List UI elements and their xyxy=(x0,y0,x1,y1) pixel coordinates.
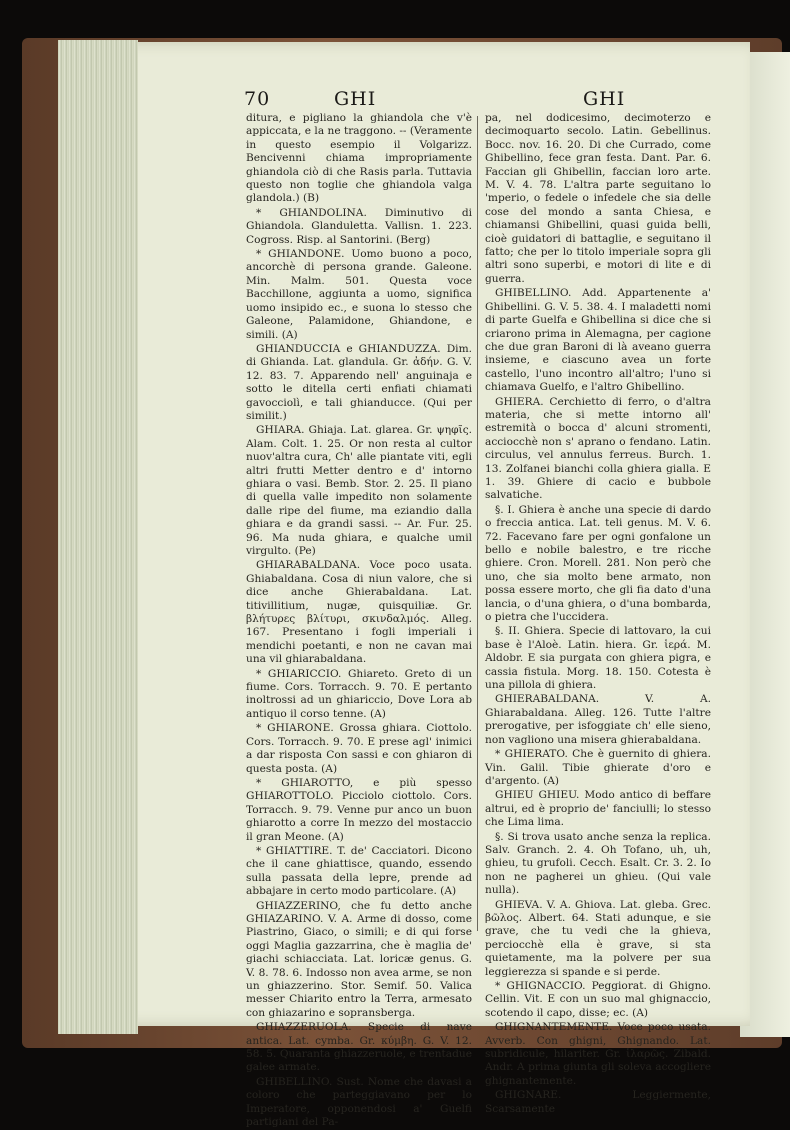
entry-paragraph: ditura, e pigliano la ghiandola che v'è appiccata, e la ne traggono. -- (Veramente in questo esempio il Volgarizz. Bencivenni chiama impropriamente ghiandola ciò di che Rasis parla. Tuttavia questo non toglie che ghiandola valga glandola.) (B) xyxy=(246,112,472,205)
page-number: 70 xyxy=(244,88,271,110)
right-running-head: GHI xyxy=(583,88,626,110)
entry-paragraph: * GHIGNACCIO. Peggiorat. di Ghigno. Cellin. Vit. E con un suo mal ghignaccio, scotendo il capo, disse; ec. (A) xyxy=(485,980,711,1019)
entry-paragraph: §. II. Ghiera. Specie di lattovaro, la cui base è l'Aloè. Latin. hiera. Gr. ἱερά. M. Aldobr. E sia purgata con ghiera pigra, e cassia fistula. Morg. 18. 150. Cotesta è una pillola di ghiera. xyxy=(485,625,711,692)
entry-paragraph: GHIBELLINO. Add. Appartenente a' Ghibellini. G. V. 5. 38. 4. I maladetti nomi di parte Guelfa e Ghibellina si dice che si criarono prima in Alemagna, per cagione che due gran Baroni di là aveano guerra insieme, e ciascuno avea un forte castello, l'uno incontro all'altro; l'uno si chiamava Guelfo, e l'altro Ghibellino. xyxy=(485,287,711,394)
left-running-head: GHI xyxy=(334,88,377,110)
entry-paragraph: pa, nel dodicesimo, decimoterzo e decimoquarto secolo. Latin. Gebellinus. Bocc. nov. 16. 20. Di che Currado, come Ghibellino, fece gran festa. Dant. Par. 6. Faccian gli Ghibellin, faccian loro arte. M. V. 4. 78. L'altra parte seguitano lo 'mperio, o fedele o infedele che sia delle cose del mondo a santa Chiesa, e chiamansi Ghibellini, quasi guida belli, cioè guidatori di battaglie, e seguitano il fatto; che per lo titolo imperiale sopra gli altri sono superbi, e motori di lite e di guerra. xyxy=(485,112,711,285)
entry-paragraph: §. I. Ghiera è anche una specie di dardo o freccia antica. Lat. teli genus. M. V. 6. 72. Facevano fare per ogni gonfalone un bello e nobile balestro, e tre ricche ghiere. Cron. Morell. 281. Non però che uno, che sia molto bene armato, non possa essere morto, che gli fia dato d'una lancia, o d'una ghiera, o d'una bombarda, o pietra che l'uccidera. xyxy=(485,503,711,624)
entry-paragraph: GHIARABALDANA. Voce poco usata. Ghiabaldana. Cosa di niun valore, che si dice anche Ghierabaldana. Lat. titivillitium, nugæ, quisquiliæ. Gr. βλήτυρες βλίτυρι, σκινδαλμός. Alleg. 167. Presentano i fogli imperiali i mendichi poetanti, e non ne cavan mai una vil ghiarabaldana. xyxy=(246,559,472,666)
entry-paragraph: GHIANDUCCIA e GHIANDUZZA. Dim. di Ghianda. Lat. glandula. Gr. ἀδήν. G. V. 12. 83. 7. Apparendo nell' anguinaja e sotto le ditella certi enfiati chiamati gavocciolì, e tali ghianducce. (Qui per similit.) xyxy=(246,342,472,422)
entry-paragraph: GHIGNARE. Leggiermente, Scarsamente xyxy=(485,1089,711,1115)
page-edges xyxy=(58,40,138,1034)
entry-paragraph: GHIBELLINO. Sust. Nome che davasi a coloro che parteggiavano per lo Imperatore, opponendosi a' Guelfi partigiani del Pa- xyxy=(246,1075,472,1129)
entry-paragraph: * GHIATTIRE. T. de' Cacciatori. Dicono che il cane ghiattisce, quando, essendo sulla passata della lepre, prende ad abbajare in certo modo particolare. (A) xyxy=(246,844,472,898)
entry-paragraph: GHIGNANTEMENTE. Voce poco usata. Avverb. Con ghigni, Ghignando. Lat. subridicule, hilariter. Gr. ἱλαρῶς. Zibald. Andr. A prima giunta gli soleva accogliere ghignantemente. xyxy=(485,1021,711,1087)
entry-paragraph: GHIERABALDANA. V. A. Ghiarabaldana. Alleg. 126. Tutte l'altre prerogative, per isfoggiate ch' elle sieno, non vagliono una misera ghierabaldana. xyxy=(485,693,711,746)
entry-paragraph: GHIERA. Cerchietto di ferro, o d'altra materia, che si mette intorno all' estremità o bocca d' alcuni stromenti, acciocchè non s' aprano o fendano. Latin. circulus, vel annulus ferreus. Burch. 1. 13. Zolfanei bianchi colla ghiera gialla. E 1. 39. Ghiere di cacio e bubbole salvatiche. xyxy=(485,395,711,502)
entry-paragraph: * GHIARICCIO. Ghiareto. Greto di un fiume. Cors. Torracch. 9. 70. E pertanto inoltrossi ad un ghiariccio, Dove Lora ab antiquo il corso tenne. (A) xyxy=(246,667,472,720)
entry-paragraph: GHIEVA. V. A. Ghiova. Lat. gleba. Grec. βῶλος. Albert. 64. Stati adunque, e sie grave, che tu vedi che la ghieva, perciocchè ella è grave, si sta quietamente, ma la polvere per sua leggierezza si spande e si perde. xyxy=(485,898,711,978)
entry-paragraph: * GHIARONE. Grossa ghiara. Ciottolo. Cors. Torracch. 9. 70. E prese agl' inimici a dar risposta Con sassi e con ghiaron di questa posta. (A) xyxy=(246,722,472,775)
entry-paragraph: * GHIAROTTO, e più spesso GHIAROTTOLO. Picciolo ciottolo. Cors. Torracch. 9. 79. Venne pur anco un buon ghiarotto a corre In mezzo del mostaccio il gran Meone. (A) xyxy=(246,776,472,843)
left-column xyxy=(246,112,472,1130)
entry-paragraph: * GHIERATO. Che è guernito di ghiera. Vin. Galil. Tibie ghierate d'oro e d'argento. (A) xyxy=(485,748,711,787)
entry-paragraph: GHIAZZERUOLA. Specie di nave antica. Lat. cymba. Gr. κύμβη. G. V. 12. 58. 5. Quaranta ghiazzeruole, e trentadue galee armate. xyxy=(246,1021,472,1074)
right-column xyxy=(485,112,711,1117)
entry-paragraph: GHIEU GHIEU. Modo antico di beffare altrui, ed è proprio de' fanciulli; lo stesso che Lima lima. xyxy=(485,789,711,829)
entry-paragraph: GHIARA. Ghiaja. Lat. glarea. Gr. ψηφῖς. Alam. Colt. 1. 25. Or non resta al cultor nuov'altra cura, Ch' alle piantate viti, egli altri frutti Metter dentro e d' intorno ghiara o vasi. Bemb. Stor. 2. 25. Il piano di quella valle impedito non solamente dalle ripe del fiume, ma eziandio dalla ghiara e da grandi sassi. -- Ar. Fur. 25. 96. Ma nuda ghiara, e qualche umil virgulto. (Pe) xyxy=(246,424,472,557)
entry-paragraph: * GHIANDONE. Uomo buono a poco, ancorchè di persona grande. Galeone. Min. Malm. 501. Questa voce Bacchillone, aggiunta a uomo, significa uomo insipido ec., e suona lo stesso che Galeone, Palamidone, Ghiandone, e simili. (A) xyxy=(246,248,472,341)
column-divider xyxy=(477,116,478,931)
entry-paragraph: * GHIANDOLINA. Diminutivo di Ghiandola. Glanduletta. Vallisn. 1. 223. Cogross. Risp. al Santorini. (Berg) xyxy=(246,206,472,246)
entry-paragraph: §. Si trova usato anche senza la replica. Salv. Granch. 2. 4. Oh Tofano, uh, uh, ghieu, tu grufoli. Cecch. Esalt. Cr. 3. 2. Io non ne pagherei un ghieu. (Qui vale nulla). xyxy=(485,830,711,897)
entry-paragraph: GHIAZZERINO, che fu detto anche GHIAZARINO. V. A. Arme di dosso, come Piastrino, Giaco, o simili; e di qui forse oggi Maglia gazzarrina, che è maglia de' giachi schiacciata. Lat. loricæ genus. G. V. 8. 78. 6. Indosso non avea arme, se non un ghiazzerino. Stor. Semif. 50. Valica messer Chiarito entro la Terra, armesato con ghiazarino e sopransberga. xyxy=(246,899,472,1019)
